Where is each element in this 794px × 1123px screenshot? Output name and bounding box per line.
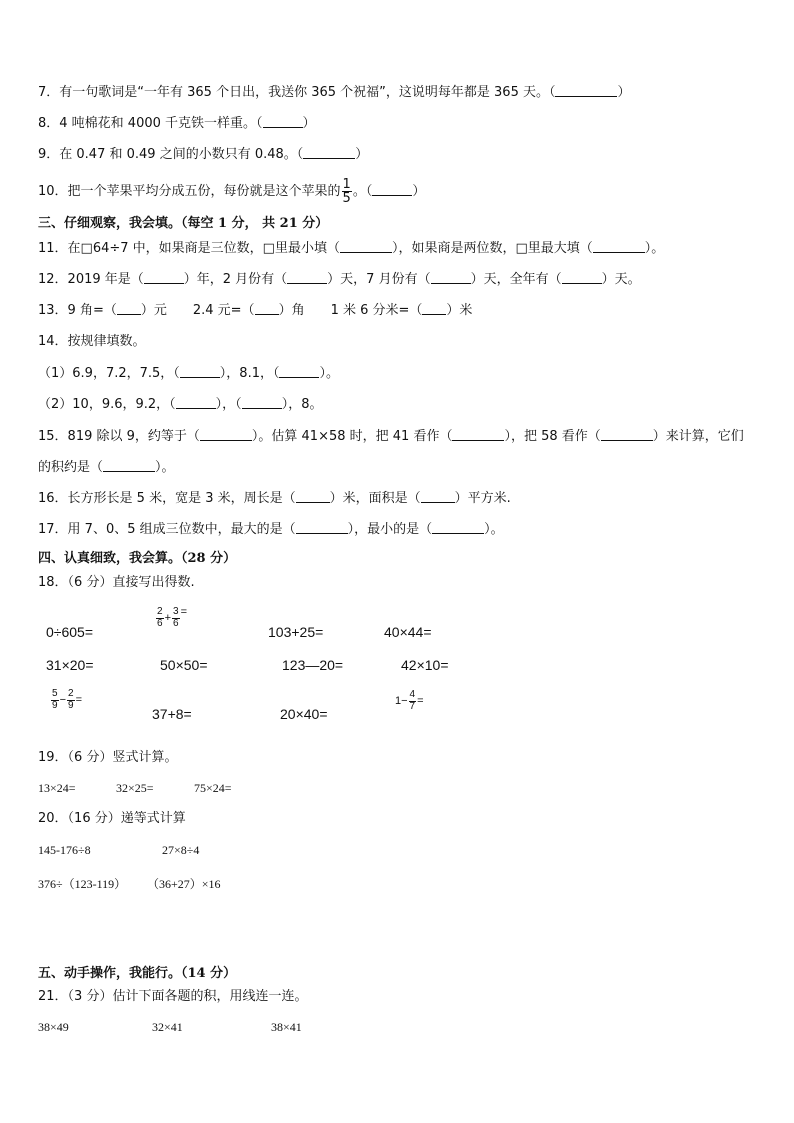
answer-blank[interactable]: [555, 84, 617, 97]
question-21-title: 21．（3 分）估计下面各题的积，用线连一连。: [38, 989, 308, 1004]
answer-blank[interactable]: [340, 240, 392, 253]
calc-item: 376÷（123-119）: [38, 877, 127, 891]
answer-blank[interactable]: [303, 146, 355, 159]
answer-blank[interactable]: [176, 396, 216, 409]
calc-item: 13×24=: [38, 781, 76, 795]
fraction-expression: $\frac{5}{9}$ − $\frac{2}{9}$ =: [52, 688, 82, 711]
section-4-heading: 四、认真细致，我会算。（28 分）: [38, 551, 237, 566]
question-13: 13．9 角=（ ）元 2.4 元=（ ）角 1 米 6 分米=（ ）米: [38, 303, 473, 318]
answer-blank[interactable]: [144, 271, 184, 284]
calc-item: 31×20=: [46, 657, 94, 673]
calc-item: （36+27）×16: [147, 877, 221, 891]
answer-blank[interactable]: [255, 302, 279, 315]
answer-blank[interactable]: [242, 396, 282, 409]
answer-blank[interactable]: [432, 521, 484, 534]
question-12: 12．2019 年是（ ）年，2 月份有（ ）天，7 月份有（ ）天，全年有（ ）天。: [38, 272, 641, 287]
question-15: 15．819 除以 9，约等于（ ）。估算 41×58 时，把 41 看作（ ），把 58 看作（ ）来计算，它们: [38, 429, 744, 444]
answer-blank[interactable]: [287, 271, 327, 284]
question-9: 9．在 0.47 和 0.49 之间的小数只有 0.48。（ ）: [38, 147, 369, 162]
answer-blank[interactable]: [562, 271, 602, 284]
calc-item: 50×50=: [160, 657, 208, 673]
answer-blank[interactable]: [372, 183, 412, 196]
calc-item: 42×10=: [401, 657, 449, 673]
calc-item: 32×25=: [116, 781, 154, 795]
answer-blank[interactable]: [296, 490, 330, 503]
answer-blank[interactable]: [422, 302, 446, 315]
answer-blank[interactable]: [103, 459, 155, 472]
calc-item: 27×8÷4: [162, 843, 200, 857]
calc-item: 32×41: [152, 1020, 183, 1034]
answer-blank[interactable]: [601, 428, 653, 441]
question-7: 7．有一句歌词是“一年有 365 个日出，我送你 365 个祝福”，这说明每年都是 365 天。（ ）: [38, 85, 631, 100]
question-14-row-1: （1）6.9，7.2，7.5，（ ），8.1，（ ）。: [38, 366, 339, 381]
question-10: 10．把一个苹果平均分成五份，每份就是这个苹果的 $\frac{1}{5}$ 。（ ）: [38, 177, 426, 206]
fraction: $\frac{1}{5}$: [342, 177, 351, 206]
calc-item: 103+25=: [268, 624, 324, 640]
question-14-title: 14．按规律填数。: [38, 334, 146, 349]
answer-blank[interactable]: [421, 490, 455, 503]
question-8: 8．4 吨棉花和 4000 千克铁一样重。（ ）: [38, 116, 316, 131]
calc-item: 0÷605=: [46, 624, 94, 640]
question-17: 17．用 7、0、5 组成三位数中，最大的是（ ），最小的是（ ）。: [38, 522, 504, 537]
question-18-title: 18．（6 分）直接写出得数.: [38, 575, 195, 590]
fraction-expression: $\frac{2}{6}$ + $\frac{3}{6}$ =: [157, 606, 187, 630]
question-19-title: 19．（6 分）竖式计算。: [38, 750, 178, 765]
section-5-heading: 五、动手操作，我能行。（14 分）: [38, 966, 237, 981]
calc-item: 123—20=: [282, 657, 344, 673]
answer-blank[interactable]: [263, 115, 303, 128]
calc-item: 75×24=: [194, 781, 232, 795]
answer-blank[interactable]: [452, 428, 504, 441]
question-20-title: 20．（16 分）递等式计算: [38, 811, 186, 826]
calc-item: 145-176÷8: [38, 843, 91, 857]
answer-blank[interactable]: [431, 271, 471, 284]
section-3-heading: 三、仔细观察，我会填。（每空 1 分， 共 21 分）: [38, 216, 329, 231]
answer-blank[interactable]: [117, 302, 141, 315]
fraction-expression: 1− $\frac{4}{7}$ =: [395, 689, 424, 712]
answer-blank[interactable]: [180, 365, 220, 378]
question-11: 11．在□64÷7 中，如果商是三位数，□里最小填（ ），如果商是两位数，□里最大填（ ）。: [38, 241, 665, 256]
calc-item: 40×44=: [384, 624, 432, 640]
question-15-cont: 的积约是（ ）。: [38, 460, 175, 475]
calc-item: 20×40=: [280, 706, 328, 722]
question-16: 16．长方形长是 5 米，宽是 3 米，周长是（ ）米，面积是（ ）平方米.: [38, 491, 511, 506]
calc-item: 38×41: [271, 1020, 302, 1034]
answer-blank[interactable]: [296, 521, 348, 534]
answer-blank[interactable]: [279, 365, 319, 378]
answer-blank[interactable]: [200, 428, 252, 441]
question-14-row-2: （2）10，9.6，9.2，（ ），（ ），8。: [38, 397, 323, 412]
calc-item: 37+8=: [152, 706, 192, 722]
answer-blank[interactable]: [593, 240, 645, 253]
calc-item: 38×49: [38, 1020, 69, 1034]
